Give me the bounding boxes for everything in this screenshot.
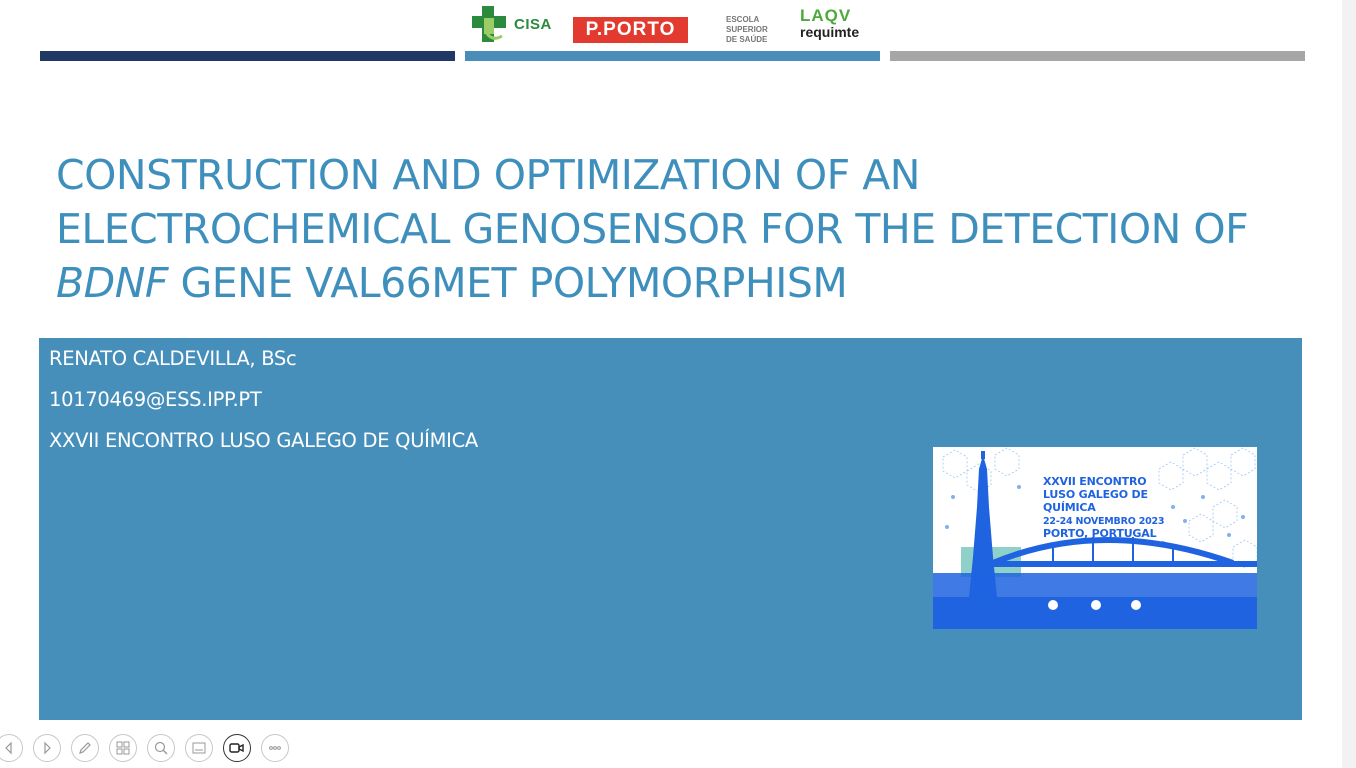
escola-line: SUPERIOR: [726, 25, 768, 34]
camera-icon: [228, 740, 246, 756]
author-email: 10170469@ESS.IPP.PT: [49, 388, 262, 411]
poster-line-2: LUSO GALEGO DE: [1043, 488, 1148, 501]
cisa-cross-icon: [470, 4, 510, 46]
escola-line: ESCOLA: [726, 15, 760, 24]
previous-icon: [2, 741, 16, 755]
header-bar-grey: [890, 51, 1305, 61]
pen-icon: [77, 740, 93, 756]
author-name: RENATO CALDEVILLA, BSc: [49, 347, 297, 370]
author-info-box: [39, 338, 1302, 720]
cisa-text: CISA: [514, 16, 552, 33]
poster-place: PORTO, PORTUGAL: [1043, 527, 1157, 540]
poster-dates: 22-24 NOVEMBRO 2023: [1043, 516, 1165, 527]
more-icon: [267, 740, 283, 756]
next-icon: [40, 741, 54, 755]
slide-title: [56, 148, 1286, 310]
cisa-logo: [470, 4, 560, 48]
window-edge: [1342, 0, 1356, 768]
slideshow-toolbar: [0, 734, 300, 764]
poster-line-3: QUÍMICA: [1043, 501, 1096, 514]
pen-button[interactable]: [71, 734, 99, 762]
subtitles-icon: [191, 740, 207, 756]
camera-button[interactable]: [223, 734, 251, 762]
title-text: CONSTRUCTION AND OPTIMIZATION OF AN ELECTROCHEMICAL GENOSENSOR FOR THE DETECTION OF: [56, 151, 1249, 253]
laqv-requimte-logo: [798, 6, 868, 50]
escola-logo: [726, 15, 768, 45]
event-name: XXVII ENCONTRO LUSO GALEGO DE QUÍMICA: [49, 429, 478, 452]
escola-line: DE SAÚDE: [726, 35, 768, 44]
event-poster-image: [933, 447, 1257, 629]
title-text-end: GENE VAL66MET POLYMORPHISM: [167, 259, 848, 307]
pporto-logo: P.PORTO: [573, 17, 688, 43]
laqv-text: LAQV: [800, 6, 852, 25]
poster-line-1: XXVII ENCONTRO: [1043, 475, 1147, 488]
previous-slide-button[interactable]: [0, 734, 23, 762]
more-options-button[interactable]: [261, 734, 289, 762]
header-logos: [470, 4, 870, 50]
next-slide-button[interactable]: [33, 734, 61, 762]
zoom-button[interactable]: [147, 734, 175, 762]
header-bar-blue: [465, 51, 880, 61]
see-all-slides-button[interactable]: [109, 734, 137, 762]
slides-grid-icon: [115, 740, 131, 756]
requimte-text: requimte: [800, 24, 860, 40]
header-bar-dark: [40, 51, 455, 61]
title-gene-name: BDNF: [56, 259, 168, 307]
subtitles-button[interactable]: [185, 734, 213, 762]
zoom-icon: [153, 740, 169, 756]
